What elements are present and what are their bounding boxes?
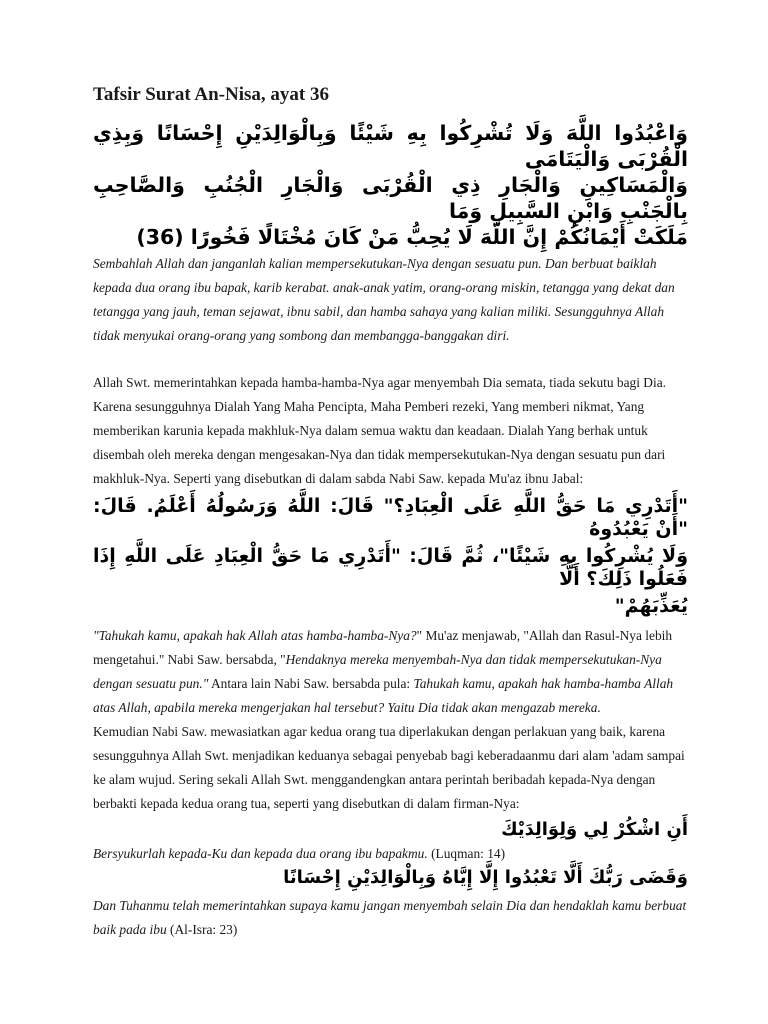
isra-reference: (Al-Isra: 23) [166, 922, 238, 937]
verse-line: وَالْمَسَاكِينِ وَالْجَارِ ذِي الْقُرْبَى وَالْجَارِ الْجُنُبِ وَالصَّاحِبِ بِالْجَنْبِ وَابْنِ السَّبِيلِ وَمَا [93, 173, 688, 223]
hadith-question-1: "Tahukah kamu, apakah hak Allah atas hamba-hamba-Nya? [93, 628, 417, 643]
luqman-reference: (Luqman: 14) [427, 846, 506, 861]
hadith-line: يُعَذِّبَهُمْ" [614, 595, 688, 617]
hadith-question-3: Tahukah kamu, apakah hak hamba-hamba Allah atas Allah, apabila mereka mengerjakan hal tersebut? Yaitu Dia tidak akan mengazab mereka. [93, 676, 674, 715]
luqman-translation-line [93, 842, 688, 866]
paragraph-1: Allah Swt. memerintahkan kepada hamba-hamba-Nya agar menyembah Dia semata, tiada sekutu bagi Dia. Karena sesungguhnya Dialah Yang Maha Pencipta, Maha Pemberi rezeki, Yang memberi nikmat, Yang memberikan karunia kepada makhluk-Nya dalam semua waktu dan keadaan. Dialah Yang berhak untuk disembah oleh mereka dengan mengesakan-Nya dan tidak mempersekutukan-Nya dengan sesuatu pun dari makhluk-Nya. Seperti yang disebutkan di dalam sabda Nabi Saw. kepada Mu'az ibnu Jabal: [93, 375, 666, 486]
luqman-translation: Bersyukurlah kepada-Ku dan kepada dua orang ibu bapakmu. [93, 846, 428, 861]
hadith-question-2: Hendaknya mereka menyembah-Nya dan tidak mempersekutukan-Nya dengan sesuatu pun." [93, 652, 662, 691]
verse-luqman: أَنِ اشْكُرْ لِي وَلِوَالِدَيْكَ [501, 819, 688, 840]
page-title: Tafsir Surat An-Nisa, ayat 36 [93, 84, 329, 105]
hadith-line: "أَتَدْرِي مَا حَقُّ اللَّهِ عَلَى الْعِبَادِ؟" قَالَ: اللَّهُ وَرَسُولُهُ أَعْلَمُ. قَالَ: "أَنْ يَعْبُدُوهُ [93, 495, 688, 540]
hadith-response-2: Antara lain Nabi Saw. bersabda pula: [208, 676, 414, 691]
isra-translation-line [93, 894, 688, 942]
hadith-line: وَلَا يُشْرِكُوا بِهِ شَيْئًا"، ثُمَّ قَالَ: "أَتَدْرِي مَا حَقُّ الْعِبَادِ عَلَى اللَّهِ إِذَا فَعَلُوا ذَلِكَ؟ أَلَّا [93, 545, 688, 590]
verse-line: مَلَكَتْ أَيْمَانُكُمْ إِنَّ اللَّهَ لَا يُحِبُّ مَنْ كَانَ مُخْتَالًا فَخُورًا (36) [136, 225, 688, 249]
hadith-arabic [93, 495, 688, 618]
verse-isra: وَقَضَى رَبُّكَ أَلَّا تَعْبُدُوا إِلَّا إِيَّاهُ وَبِالْوَالِدَيْنِ إِحْسَانًا [283, 867, 688, 888]
verse-line: وَاعْبُدُوا اللَّهَ وَلَا تُشْرِكُوا بِهِ شَيْئًا وَبِالْوَالِدَيْنِ إِحْسَانًا وَبِذِي الْقُرْبَى وَالْيَتَامَى [93, 121, 688, 171]
hadith-response-1: " Mu'az menjawab, "Allah dan Rasul-Nya lebih mengetahui." Nabi Saw. bersabda, " [93, 628, 673, 667]
paragraph-2: Kemudian Nabi Saw. mewasiatkan agar kedua orang tua diperlakukan dengan perlakuan yang baik, karena sesungguhnya Allah Swt. menjadikan keduanya sebagai penyebab bagi keberadaanmu dari alam 'adam sampai ke alam wujud. Sering sekali Allah Swt. menggandengkan antara perintah beribadah kepada-Nya dengan berbakti kepada kedua orang tua, seperti yang disebutkan di dalam firman-Nya: [93, 724, 685, 811]
translation-ayat36: Sembahlah Allah dan janganlah kalian mempersekutukan-Nya dengan sesuatu pun. Dan berbuat baiklah kepada dua orang ibu bapak, karib kerabat. anak-anak yatim, orang-orang miskin, tetangga yang dekat dan tetangga yang jauh, teman sejawat, ibnu sabil, dan hamba sahaya yang kalian miliki. Sesungguhnya Allah tidak menyukai orang-orang yang sombong dan membangga-banggakan diri. [93, 256, 675, 343]
isra-translation: Dan Tuhanmu telah memerintahkan supaya kamu jangan menyembah selain Dia dan hendaklah kamu berbuat baik pada ibu [93, 898, 687, 937]
verse-ayat36 [93, 120, 688, 250]
hadith-translation [93, 624, 688, 720]
